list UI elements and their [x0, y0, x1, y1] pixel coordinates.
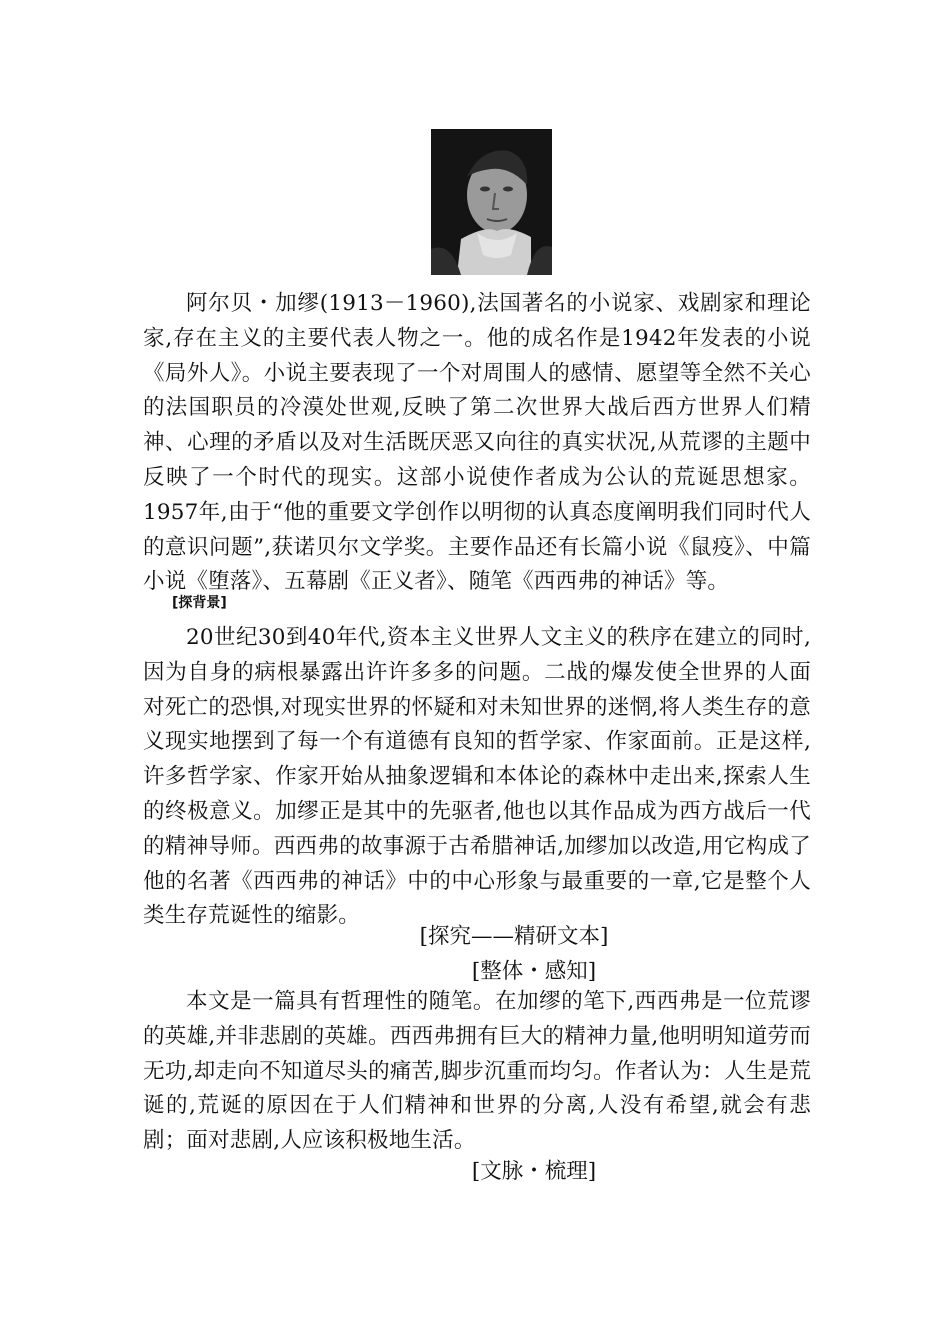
section-heading-explore: [探究——精研文本]	[419, 924, 609, 949]
overall-paragraph: 本文是一篇具有哲理性的随笔。在加缪的笔下,西西弗是一位荒谬的英雄,并非悲剧的英雄。西西弗拥有巨大的精神力量,他明明知道劳而无功,却走向不知道尽头的痛苦,脚步沉重而均匀。作者认为：人生是荒诞的,荒诞的原因在于人们精神和世界的分离,人没有希望,就会有悲剧；面对悲剧,人应该积极地生活。	[143, 989, 811, 1154]
author-intro-paragraph: 阿尔贝・加缪(1913－1960),法国著名的小说家、戏剧家和理论家,存在主义的主要代表人物之一。他的成名作是1942年发表的小说《局外人》。小说主要表现了一个对周围人的感情、愿望等全然不关心的法国职员的冷漠处世观,反映了第二次世界大战后西方世界人们精神、心理的矛盾以及对生活既厌恶又向往的真实状况,从荒谬的主题中反映了一个时代的现实。这部小说使作者成为公认的荒诞思想家。1957年,由于“他的重要文学创作以明彻的认真态度阐明我们同时代人的意识问题”,获诺贝尔文学奖。主要作品还有长篇小说《鼠疫》、中篇小说《堕落》、五幕剧《正义者》、随笔《西西弗的神话》等。	[143, 291, 811, 595]
background-label: [探背景]	[172, 595, 227, 611]
section-heading-overall: [整体・感知]	[471, 959, 597, 984]
section-heading-structure: [文脉・梳理]	[471, 1159, 597, 1184]
background-paragraph: 20世纪30到40年代,资本主义世界人文主义的秩序在建立的同时,因为自身的病根暴露出许许多多的问题。二战的爆发使全世界的人面对死亡的恐惧,对现实世界的怀疑和对未知世界的迷惘,将人类生存的意义现实地摆到了每一个有道德有良知的哲学家、作家面前。正是这样,许多哲学家、作家开始从抽象逻辑和本体论的森林中走出来,探索人生的终极意义。加缪正是其中的先驱者,他也以其作品成为西方战后一代的精神导师。西西弗的故事源于古希腊神话,加缪加以改造,用它构成了他的名著《西西弗的神话》中的中心形象与最重要的一章,它是整个人类生存荒诞性的缩影。	[143, 625, 811, 929]
author-portrait	[431, 129, 552, 275]
